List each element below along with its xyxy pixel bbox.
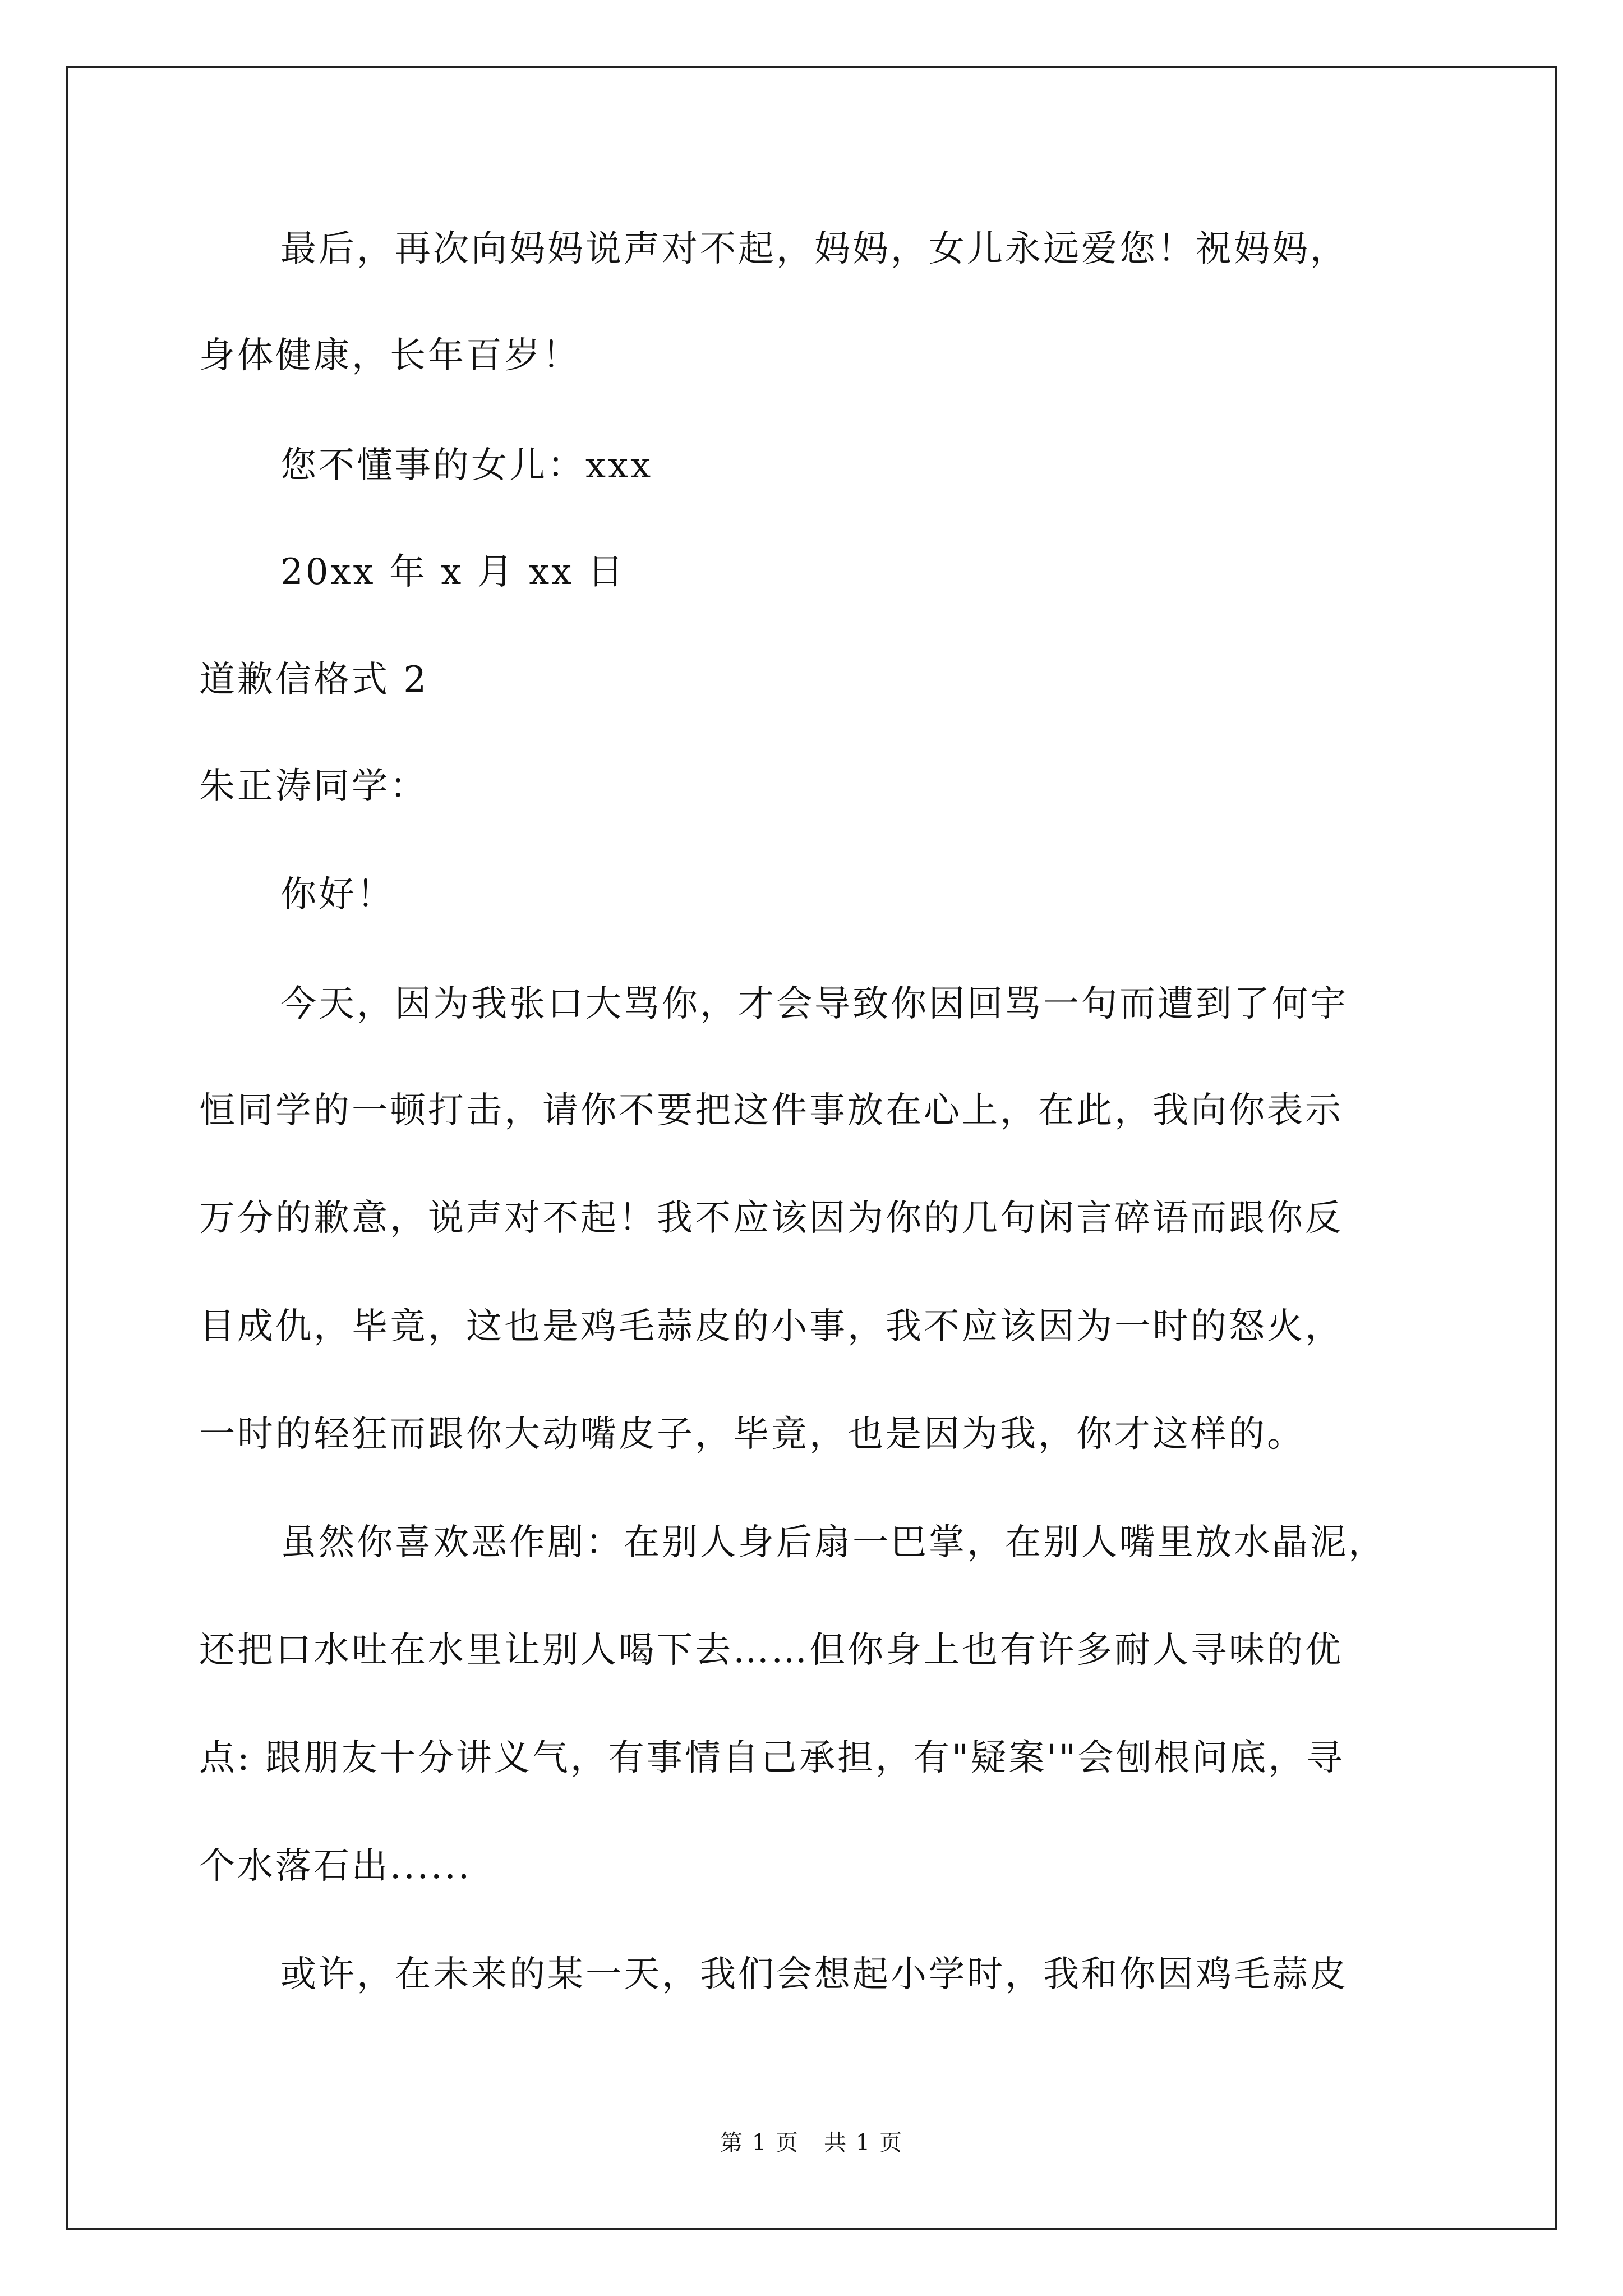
text-line: 一时的轻狂而跟你大动嘴皮子，毕竟，也是因为我，你才这样的。 [199, 1414, 1305, 1455]
text-line: 今天，因为我张口大骂你，才会导致你因回骂一句而遭到了何宇 [280, 983, 1348, 1025]
text-line: 还把口水吐在水里让别人喝下去……但你身上也有许多耐人寻味的优 [199, 1630, 1343, 1671]
text-line: 最后，再次向妈妈说声对不起，妈妈，女儿永远爱您！祝妈妈， [280, 228, 1348, 270]
text-line: 个水落石出...... [199, 1846, 472, 1887]
page-border [66, 66, 1557, 2230]
text-line: 万分的歉意，说声对不起！我不应该因为你的几句闲言碎语而跟你反 [199, 1198, 1343, 1239]
salutation: 朱正涛同学： [199, 766, 428, 807]
text-line: 恒同学的一顿打击，请你不要把这件事放在心上，在此，我向你表示 [199, 1090, 1343, 1131]
section-heading: 道歉信格式 2 [199, 659, 429, 701]
text-line: 目成仇，毕竟，这也是鸡毛蒜皮的小事，我不应该因为一时的怒火， [199, 1306, 1343, 1347]
text-line: 点: 跟朋友十分讲义气，有事情自己承担，有"疑案'"会刨根问底，寻 [199, 1737, 1345, 1779]
text-line: 虽然你喜欢恶作剧：在别人身后扇一巴掌，在别人嘴里放水晶泥， [280, 1522, 1386, 1563]
date-line: 20xx 年 x 月 xx 日 [280, 551, 626, 593]
page-footer: 第 1 页 共 1 页 [720, 2130, 903, 2156]
greeting: 你好！ [280, 874, 395, 915]
text-line: 或许，在未来的某一天，我们会想起小学时，我和你因鸡毛蒜皮 [280, 1954, 1348, 1995]
text-line: 身体健康，长年百岁！ [199, 335, 580, 376]
signature-line: 您不懂事的女儿：xxx [280, 445, 653, 486]
